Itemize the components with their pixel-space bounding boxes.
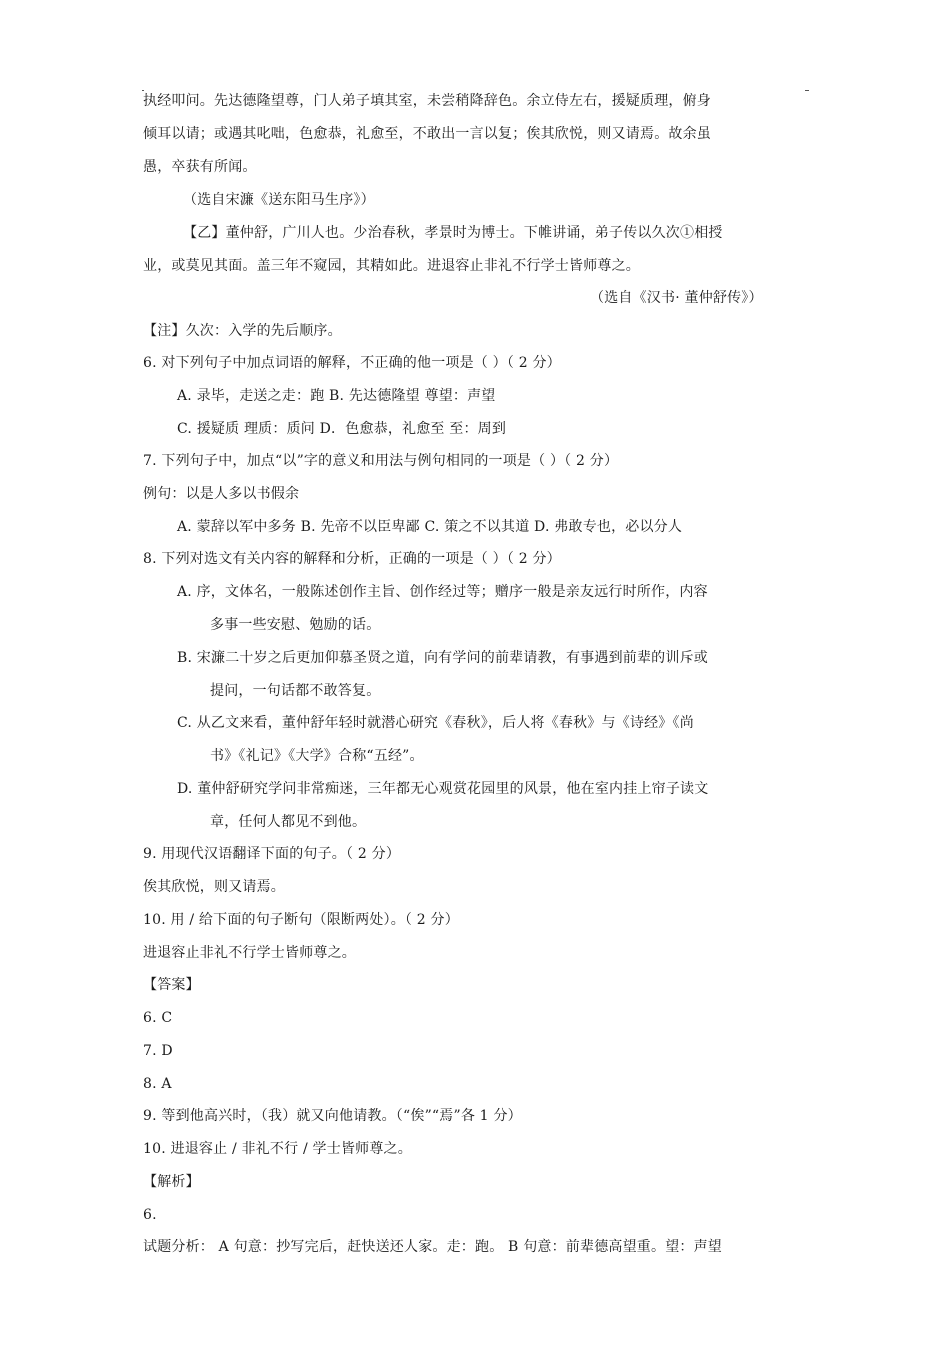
text-line: 愚，卒获有所闻。 [143, 159, 257, 175]
option-a-cont: 多事一些安慰、勉励的话。 [210, 617, 381, 633]
answer-9: 9. 等到他高兴时，（我）就又向他请教。（“俟”“焉”各 1 分） [143, 1108, 522, 1124]
analysis-6-label: 6. [143, 1207, 157, 1223]
answer-8: 8. A [143, 1076, 172, 1092]
text-line: 倾耳以请；或遇其叱咄，色愈恭，礼愈至，不敢出一言以复；俟其欣悦，则又请焉。故余虽 [143, 126, 711, 142]
option-row: C. 援疑质 理质：质问 D．色愈恭，礼愈至 至：周到 [177, 421, 507, 437]
question-8: 8. 下列对选文有关内容的解释和分析，正确的一项是（ ）（ 2 分） [143, 551, 561, 567]
option-b: B. 宋濂二十岁之后更加仰慕圣贤之道，向有学问的前辈请教，有事遇到前辈的训斥或 [177, 650, 708, 666]
answer-6: 6. C [143, 1010, 173, 1026]
punctuate-sentence: 进退容止非礼不行学士皆师尊之。 [143, 945, 356, 961]
analysis-heading: 【解析】 [143, 1174, 200, 1190]
corner-mark [805, 90, 809, 91]
option-c-cont: 书》《礼记》《大学》合称“五经”。 [210, 748, 424, 764]
example-sentence: 例句：以是人多以书假余 [143, 486, 300, 502]
text-line: 业，或莫见其面。盖三年不窥园，其精如此。进退容止非礼不行学士皆师尊之。 [143, 258, 640, 274]
analysis-6-text: 试题分析： A 句意：抄写完后，赶快送还人家。走：跑。 B 句意：前辈德高望重。望：声望 [143, 1239, 722, 1255]
option-d-cont: 章，任何人都见不到他。 [210, 814, 367, 830]
answer-10: 10. 进退容止 / 非礼不行 / 学士皆师尊之。 [143, 1141, 412, 1157]
note: 【注】久次：入学的先后顺序。 [143, 323, 342, 339]
question-6: 6. 对下列句子中加点词语的解释，不正确的他一项是（ ）（ 2 分） [143, 355, 561, 371]
option-a: A. 序，文体名，一般陈述创作主旨、创作经过等；赠序一般是亲友远行时所作，内容 [177, 584, 708, 600]
question-9: 9. 用现代汉语翻译下面的句子。（ 2 分） [143, 846, 401, 862]
source-citation: （选自《汉书· 董仲舒传》） [590, 290, 763, 306]
source-citation: （选自宋濂《送东阳马生序》） [183, 192, 375, 208]
text-line: 【乙】董仲舒，广川人也。少治春秋，孝景时为博士。下帷讲诵，弟子传以久次①相授 [183, 225, 723, 241]
answer-7: 7. D [143, 1043, 173, 1059]
option-row: A. 录毕，走送之走：跑 B. 先达德隆望 尊望：声望 [177, 388, 496, 404]
option-b-cont: 提问，一句话都不敢答复。 [210, 683, 381, 699]
answer-heading: 【答案】 [143, 977, 200, 993]
option-d: D. 董仲舒研究学问非常痴迷，三年都无心观赏花园里的风景，他在室内挂上帘子读文 [177, 781, 709, 797]
translate-sentence: 俟其欣悦，则又请焉。 [143, 879, 285, 895]
question-7: 7. 下列句子中，加点“以”字的意义和用法与例句相同的一项是（ ）（ 2 分） [143, 453, 619, 469]
option-row: A. 蒙辞以军中多务 B. 先帝不以臣卑鄙 C. 策之不以其道 D. 弗敢专也，必以分人 [177, 519, 683, 535]
option-c: C. 从乙文来看，董仲舒年轻时就潜心研究《春秋》，后人将《春秋》与《诗经》《尚 [177, 715, 694, 731]
text-line: 执经叩问。先达德隆望尊，门人弟子填其室，未尝稍降辞色。余立侍左右，援疑质理，俯身 [143, 93, 711, 109]
question-10: 10. 用 / 给下面的句子断句（限断两处）。（ 2 分） [143, 912, 459, 928]
